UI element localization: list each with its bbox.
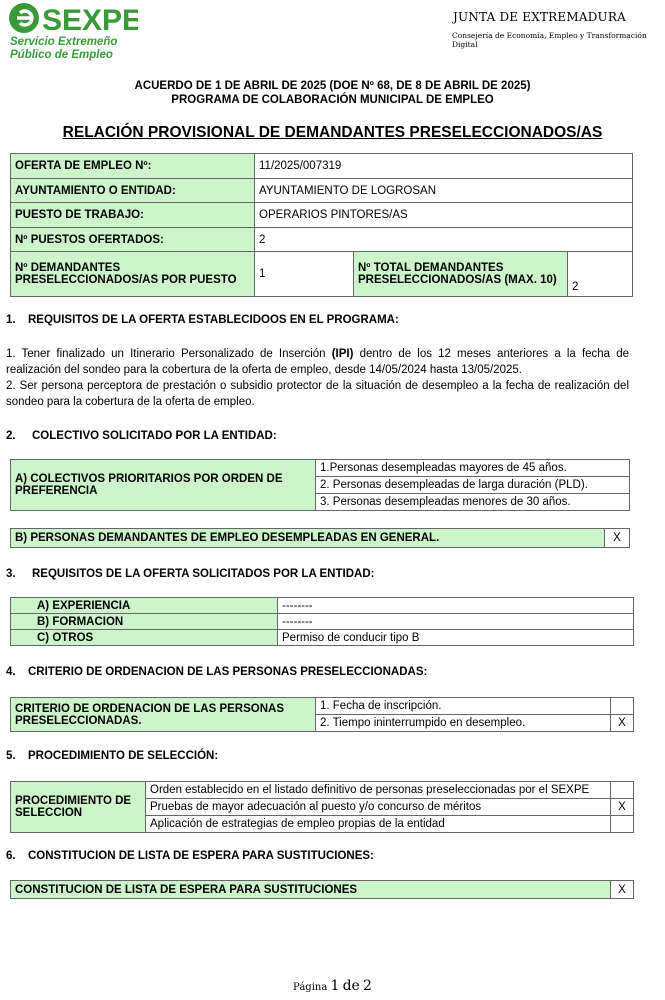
procedimiento-mark	[611, 782, 634, 799]
section-1-heading	[6, 314, 399, 326]
section-6-title: CONSTITUCION DE LISTA DE ESPERA PARA SUSTITUCIONES:	[28, 850, 374, 862]
requisito-1-c: dentro de los 12 meses anteriores a la fecha de realización del sondeo para la cobertura de la oferta de empleo, desde 14/05/2024 hasta 13/05/2025.	[6, 348, 630, 376]
procedimiento-table	[10, 781, 634, 833]
acuerdo-line2: PROGRAMA DE COLABORACIÓN MUNICIPAL DE EMPLEO	[171, 94, 494, 106]
requisito-1-ipi: (IPI)	[331, 348, 354, 360]
requisito-value: --------	[278, 614, 634, 630]
criterio-item: 1. Fecha de inscripción.	[316, 698, 611, 715]
requisito-2: 2. Ser persona perceptora de prestación o subsidio protector de la situación de desempleo a la fecha de realización del sondeo para la cobertura de la oferta de empleo.	[6, 380, 629, 408]
lista-espera-mark: X	[611, 881, 634, 899]
section-5-title: PROCEDIMIENTO DE SELECCIÓN:	[28, 750, 219, 762]
requisito-value: Permiso de conducir tipo B	[278, 630, 634, 646]
logo-text: SEXPE	[42, 4, 138, 37]
section-2-heading	[6, 430, 277, 442]
oferta-table	[10, 153, 633, 297]
logo-subtitle	[10, 36, 117, 62]
criterio-mark: X	[611, 715, 634, 732]
criterio-label: CRITERIO DE ORDENACION DE LAS PERSONAS PRESELECCIONADAS.	[11, 698, 316, 732]
junta-extremadura: JUNTA DE EXTREMADURA	[453, 10, 626, 24]
num-puestos-label: Nº PUESTOS OFERTADOS:	[11, 228, 255, 252]
section-1-num: 1.	[6, 314, 16, 326]
sexpe-logo-icon	[8, 2, 138, 38]
desempleadas-general-label: B) PERSONAS DEMANDANTES DE EMPLEO DESEMPLEADAS EN GENERAL.	[11, 529, 605, 548]
page-footer	[0, 978, 665, 994]
dem-por-puesto-label: Nº DEMANDANTES PRESELECCIONADOS/AS POR PUESTO	[11, 252, 255, 297]
footer-de: de	[342, 978, 360, 994]
section-4-heading	[6, 666, 427, 678]
section-1-body	[6, 346, 629, 410]
colectivos-table	[10, 459, 630, 511]
ayto-label: AYUNTAMIENTO O ENTIDAD:	[11, 179, 255, 203]
procedimiento-mark	[611, 816, 634, 833]
puesto-label: PUESTO DE TRABAJO:	[11, 203, 255, 228]
page-title: RELACIÓN PROVISIONAL DE DEMANDANTES PRESELECCIONADOS/AS	[62, 124, 603, 141]
section-6-heading	[6, 850, 374, 862]
requisito-1	[6, 346, 629, 378]
dem-total-label: Nº TOTAL DEMANDANTES PRESELECCIONADOS/AS (MAX. 10)	[354, 252, 568, 297]
procedimiento-item: Aplicación de estrategias de empleo propias de la entidad	[146, 816, 611, 833]
procedimiento-mark: X	[611, 799, 634, 816]
section-4-title: CRITERIO DE ORDENACION DE LAS PERSONAS PRESELECCIONADAS:	[28, 666, 428, 678]
oferta-label: OFERTA DE EMPLEO Nº:	[11, 154, 255, 179]
desempleadas-general-mark: X	[605, 529, 630, 548]
acuerdo-line1: ACUERDO DE 1 DE ABRIL DE 2025 (DOE Nº 68, DE 8 DE ABRIL DE 2025)	[134, 80, 531, 92]
oferta-value: 11/2025/007319	[255, 154, 633, 179]
requisito-label: C) OTROS	[11, 630, 278, 646]
num-puestos-value: 2	[255, 228, 633, 252]
criterio-item: 2. Tiempo ininterrumpido en desempleo.	[316, 715, 611, 732]
dem-por-puesto-value: 1	[255, 252, 354, 297]
requisito-1-a: 1. Tener finalizado un Itinerario Personalizado de Inserción	[6, 348, 332, 360]
footer-current-page: 1	[330, 978, 340, 994]
dem-total-value: 2	[568, 252, 633, 297]
requisito-value: --------	[278, 598, 634, 614]
requisito-label: B) FORMACION	[11, 614, 278, 630]
lista-espera-label: CONSTITUCION DE LISTA DE ESPERA PARA SUSTITUCIONES	[11, 881, 611, 899]
logo-sub-line1: Servicio Extremeño	[10, 36, 118, 48]
section-3-num: 3.	[6, 568, 16, 580]
section-3-heading	[6, 568, 374, 580]
ayto-value: AYUNTAMIENTO DE LOGROSAN	[255, 179, 633, 203]
colectivo-item: 3. Personas desempleadas menores de 30 años.	[316, 494, 630, 511]
acuerdo-heading	[0, 79, 665, 107]
section-6-num: 6.	[6, 850, 16, 862]
section-5-num: 5.	[6, 750, 16, 762]
lista-espera-table	[10, 880, 634, 899]
procedimiento-item: Orden establecido en el listado definitivo de personas preseleccionadas por el SEXPE	[146, 782, 611, 799]
section-3-title: REQUISITOS DE LA OFERTA SOLICITADOS POR LA ENTIDAD:	[32, 568, 375, 580]
logo-sub-line2: Público de Empleo	[10, 49, 113, 61]
conserjeria-name: Consejería de Economía, Empleo y Transformación Digital	[452, 31, 647, 49]
procedimiento-item: Pruebas de mayor adecuación al puesto y/o concurso de méritos	[146, 799, 611, 816]
requisitos-entidad-table	[10, 597, 634, 646]
colectivo-item: 1.Personas desempleadas mayores de 45 años.	[316, 460, 630, 477]
puesto-value: OPERARIOS PINTORES/AS	[255, 203, 633, 228]
section-2-num: 2.	[6, 430, 16, 442]
section-1-title: REQUISITOS DE LA OFERTA ESTABLECIDOOS EN EL PROGRAMA:	[28, 314, 399, 326]
section-4-num: 4.	[6, 666, 16, 678]
criterio-table	[10, 697, 634, 732]
section-2-title: COLECTIVO SOLICITADO POR LA ENTIDAD:	[32, 430, 277, 442]
colectivos-label: A) COLECTIVOS PRIORITARIOS POR ORDEN DE PREFERENCIA	[11, 460, 316, 511]
requisito-label: A) EXPERIENCIA	[11, 598, 278, 614]
footer-total-pages: 2	[363, 978, 372, 994]
procedimiento-label: PROCEDIMIENTO DE SELECCION	[11, 782, 146, 833]
footer-pagina: Página	[293, 982, 328, 993]
desempleadas-general-table	[10, 528, 630, 548]
criterio-mark	[611, 698, 634, 715]
colectivo-item: 2. Personas desempleadas de larga duración (PLD).	[316, 477, 630, 494]
section-5-heading	[6, 750, 218, 762]
